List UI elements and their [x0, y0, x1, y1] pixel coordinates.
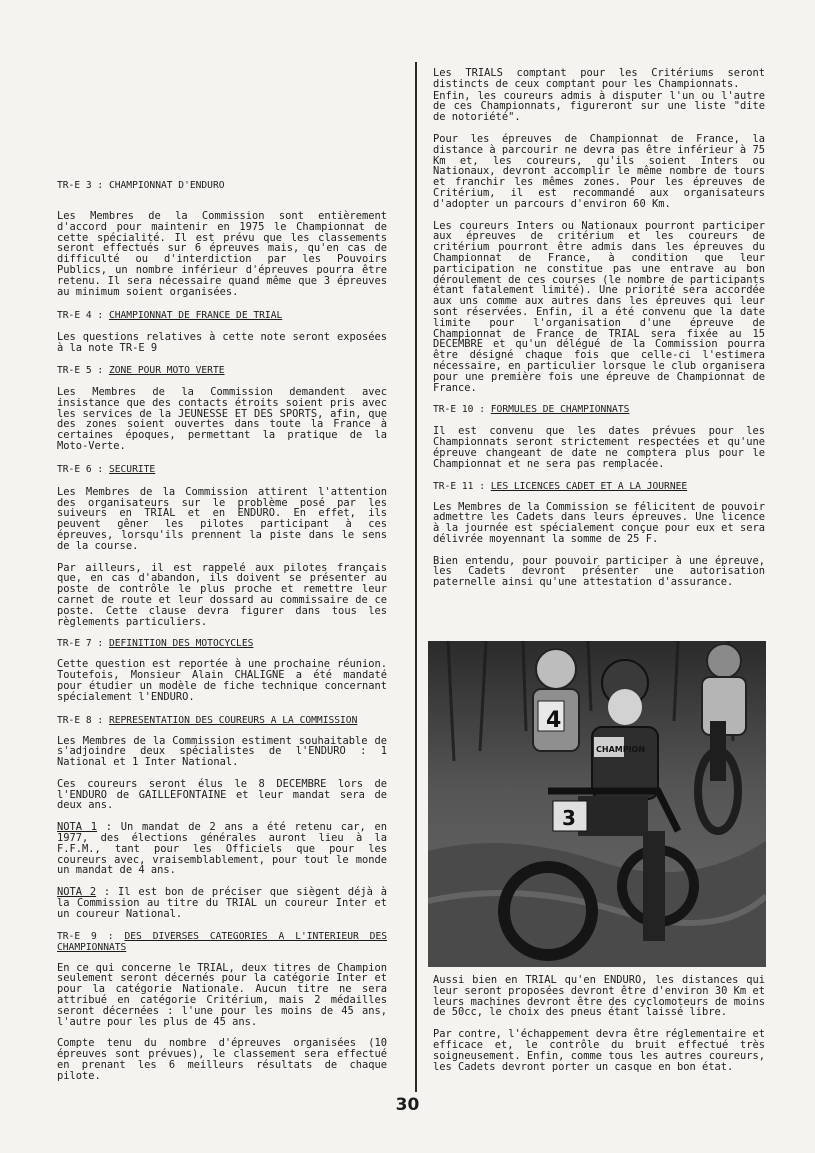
paragraph: Les questions relatives à cette note seront exposées à la note TR-E 9 [57, 331, 387, 355]
column-divider [415, 62, 417, 1092]
paragraph: Cette question est reportée à une prochaine réunion. Toutefois, Monsieur Alain CHALIGNE a été mandaté pour étudier un modèle de fiche technique concernant spécialement l'ENDURO. [57, 658, 387, 703]
paragraph: Les coureurs Inters ou Nationaux pourront participer aux épreuves de critérium et les coureurs de critérium pourront être admis dans les épreuves du Championnat de France, à condition que leur participation ne constitue pas une entrave au bon déroulement de ces courses (le nombre de participants étant fatalement limité). Une priorité sera accordée aux uns comme aux autres dans les épreuves qui leur sont réservées. Enfin, il a été convenu que la date limite pour l'organisation d'une épreuve de Championnat de France de TRIAL sera fixée au 15 DECEMBRE et qu'un délégué de la Commission pourra être désigné chaque fois que celle-ci l'estimera nécessaire, en particulier lorsque le club organisera pour une première fois une épreuve de Championnat de France. [433, 219, 765, 394]
right-column [433, 60, 765, 588]
paragraph: En ce qui concerne le TRIAL, deux titres de Champion seulement seront décernés pour la catégorie Inter et pour la catégorie Nationale. Aucun titre ne sera attribué en catégorie Critérium, mais 2 médailles seront décernées : l'une pour les moins de 45 ans, l'autre pour les plus de 45 ans. [57, 961, 387, 1028]
riders-illustration [428, 641, 766, 967]
paragraph: Ces coureurs seront élus le 8 DECEMBRE lors de l'ENDURO de GAILLEFONTAINE et leur mandat sera de deux ans. [57, 777, 387, 812]
section-heading-tre3: TR-E 3 : CHAMPIONNAT D'ENDURO [57, 180, 225, 191]
bib-number-left: 4 [546, 708, 562, 733]
paragraph: Bien entendu, pour pouvoir participer à une épreuve, les Cadets devront présenter une autorisation paternelle ainsi qu'une attestation d'assurance. [433, 554, 765, 589]
page-number: 30 [395, 1095, 420, 1115]
section-heading-tre9: TR-E 9 : DES DIVERSES CATEGORIES A L'INTERIEUR DES CHAMPIONNATS [57, 930, 387, 953]
section-heading-tre6: TR-E 6 : SECURITE [57, 463, 156, 475]
paragraph: Par ailleurs, il est rappelé aux pilotes français que, en cas d'abandon, ils doivent se présenter au poste de contrôle le plus proche et remettre leur carnet de route et leur dossard au commissaire de ce poste. Cette clause devra figurer dans tous les règlements particuliers. [57, 561, 387, 628]
paragraph: Aussi bien en TRIAL qu'en ENDURO, les distances qui leur seront proposées devront être d'environ 30 Km et leurs machines devront être des cyclomoteurs de moins de 50cc, le choix des pneus étant laissé libre. [433, 974, 765, 1019]
paragraph: Les Membres de la Commission attirent l'attention des organisateurs sur le problème posé par les suiveurs en TRIAL et en ENDURO. En effet, ils peuvent gêner les pilotes participant à ces épreuves, lorsqu'ils prennent la piste dans le sens de la course. [57, 485, 387, 552]
paragraph: Les Membres de la Commission demandent avec insistance que des contacts étroits soient pris avec les services de la JEUNESSE ET DES SPORTS, afin, que des zones soient ouvertes dans toute la France à certaines époques, permettant la pratique de la Moto-Verte. [57, 385, 387, 452]
paragraph: Compte tenu du nombre d'épreuves organisées (10 épreuves sont prévues), le classement sera effectué en prenant les 6 meilleurs résultats de chaque pilote. [57, 1037, 387, 1082]
motocross-photo [428, 641, 766, 967]
paragraph: Il est convenu que les dates prévues pour les Championnats seront strictement respectées et qu'une épreuve changeant de date ne comptera plus pour le Championnat et ne sera pas remplacée. [433, 425, 765, 470]
paragraph: Par contre, l'échappement devra être réglementaire et efficace et, le contrôle du bruit effectué très soigneusement. Enfin, comme tous les autres coureurs, les Cadets devront porter un casque en bon état. [433, 1028, 765, 1073]
nota-1: NOTA 1 : Un mandat de 2 ans a été retenu car, en 1977, des élections générales auront lieu à la F.F.M., tant pour les Officiels que pour les coureurs avec, vraisemblablement, pour tout le monde un mandat de 4 ans. [57, 821, 387, 877]
section-heading-tre8: TR-E 8 : REPRESENTATION DES COUREURS A LA COMMISSION [57, 714, 358, 726]
paragraph: Les TRIALS comptant pour les Critériums seront distincts de ceux comptant pour les Championnats. [433, 67, 765, 90]
number-plate: 3 [562, 806, 576, 830]
section-heading-tre7: TR-E 7 : DEFINITION DES MOTOCYCLES [57, 638, 254, 650]
paragraph: Pour les épreuves de Championnat de France, la distance à parcourir ne devra pas être inférieur à 75 Km et, les coureurs, qu'ils soient Inters ou Nationaux, devront accomplir le même nombre de tours et franchir les mêmes zones. Pour les épreuves de Critérium, il est recommandé aux organisateurs d'adopter un parcours d'environ 60 Km. [433, 132, 765, 210]
paragraph: Les Membres de la Commission se félicitent de pouvoir admettre les Cadets dans leurs épreuves. Une licence à la journée est spécialement conçue pour eux et sera délivrée moyennant la somme de 25 F. [433, 500, 765, 545]
paragraph: Enfin, les coureurs admis à disputer l'un ou l'autre de ces Championnats, figureront sur une liste "dite de notoriété". [433, 89, 765, 124]
nota-2: NOTA 2 : Il est bon de préciser que siègent déjà à la Commission au titre du TRIAL un coureur Inter et un coureur National. [57, 886, 387, 920]
left-column [57, 60, 387, 1082]
paragraph: Les Membres de la Commission sont entièrement d'accord pour maintenir en 1975 le Championnat de cette spécialité. Il est prévu que les classements seront effectués sur 6 épreuves mais, qu'en cas de difficulté ou d'interdiction par les Pouvoirs Publics, un nombre inférieur d'épreuves pourra être retenu. Il sera nécessaire quand même que 3 épreuves au minimum soient organisées. [57, 210, 387, 298]
jersey-text: CHAMPION [596, 745, 646, 754]
section-heading-tre5: TR-E 5 : ZONE POUR MOTO VERTE [57, 364, 225, 376]
paragraph: Les Membres de la Commission estiment souhaitable de s'adjoindre deux spécialistes de l'ENDURO : 1 National et 1 Inter National. [57, 734, 387, 769]
section-heading-tre10: TR-E 10 : FORMULES DE CHAMPIONNATS [433, 404, 630, 416]
section-heading-tre4: TR-E 4 : CHAMPIONNAT DE FRANCE DE TRIAL [57, 310, 283, 322]
section-heading-tre11: TR-E 11 : LES LICENCES CADET ET A LA JOURNEE [433, 480, 688, 492]
right-column-after-photo [433, 975, 765, 1072]
